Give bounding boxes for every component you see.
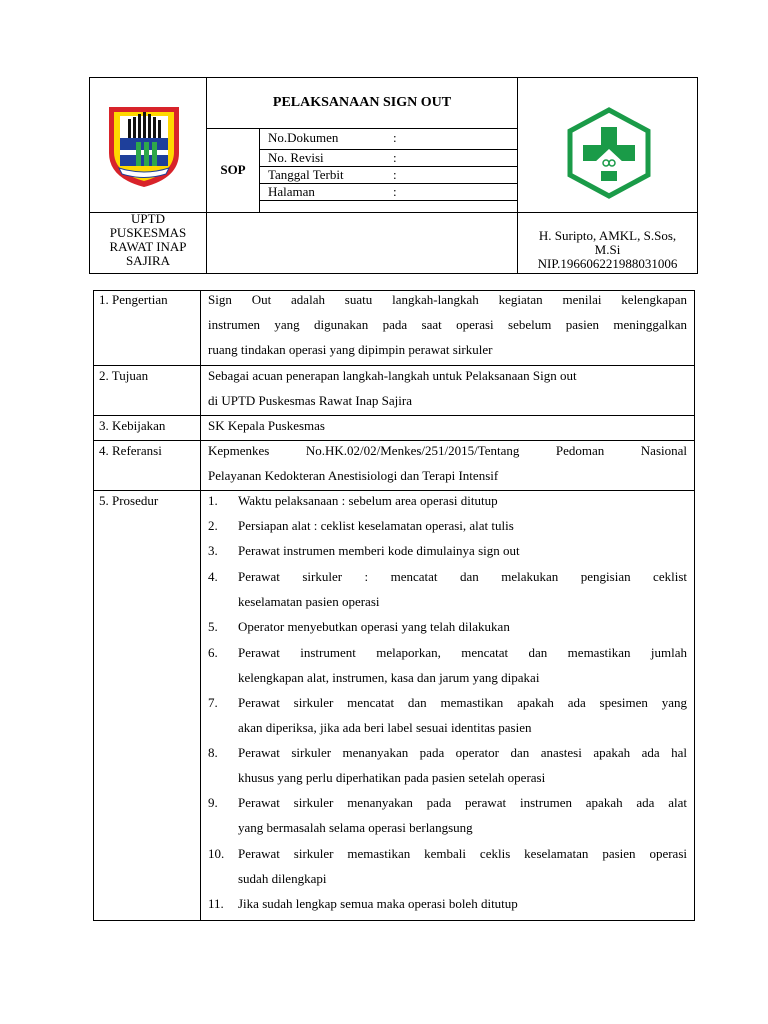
section-label-kebijakan: 3. Kebijakan xyxy=(99,418,166,433)
step-line: keselamatan pasien operasi xyxy=(238,594,380,609)
step-number: 7. xyxy=(208,695,218,710)
section-label-pengertian: 1. Pengertian xyxy=(99,292,168,307)
step-line: Operator menyebutkan operasi yang telah dilakukan xyxy=(238,619,510,634)
step-number: 6. xyxy=(208,645,218,660)
pengertian-line-3: ruang tindakan operasi yang dipimpin perawat sirkuler xyxy=(208,342,493,357)
step-line: khusus yang perlu diperhatikan pada pasien setelah operasi xyxy=(238,770,546,785)
signer-nip: NIP.196606221988031006 xyxy=(537,256,678,271)
field-value-no-revisi: : xyxy=(393,150,397,165)
step-number: 3. xyxy=(208,543,218,558)
section-label-referansi: 4. Referansi xyxy=(99,443,162,458)
step-line: Persiapan alat : ceklist keselamatan operasi, alat tulis xyxy=(238,518,514,533)
step-number: 4. xyxy=(208,569,218,584)
section-label-prosedur: 5. Prosedur xyxy=(99,493,159,508)
step-line: Perawat instrument melaporkan, mencatat dan memastikan jumlah xyxy=(238,645,687,660)
step-line: Perawat instrumen memberi kode dimulainya sign out xyxy=(238,543,520,558)
document-title: PELAKSANAAN SIGN OUT xyxy=(272,95,452,110)
step-line: yang bermasalah selama operasi berlangsung xyxy=(238,820,473,835)
unit-name-line-2: PUSKESMAS xyxy=(109,225,187,240)
step-number: 2. xyxy=(208,518,218,533)
signer-line-1: H. Suripto, AMKL, S.Sos, xyxy=(538,228,677,243)
step-line: Waktu pelaksanaan : sebelum area operasi ditutup xyxy=(238,493,498,508)
unit-name-line-1: UPTD xyxy=(131,211,165,226)
step-line: Perawat sirkuler menanyakan pada perawat instrumen apakah ada alat xyxy=(238,795,687,810)
field-label-halaman: Halaman xyxy=(268,184,315,199)
signer-line-2: M.Si xyxy=(594,242,621,257)
unit-name-line-4: SAJIRA xyxy=(125,253,171,268)
field-value-tanggal-terbit: : xyxy=(393,167,397,182)
step-line: sudah dilengkapi xyxy=(238,871,327,886)
regional-emblem-icon xyxy=(106,103,182,189)
step-line: Perawat sirkuler menanyakan pada operator dan anastesi apakah ada hal xyxy=(238,745,687,760)
sop-label: SOP xyxy=(220,162,246,177)
field-value-no-dokumen: : xyxy=(393,130,397,145)
kebijakan-line-1: SK Kepala Puskesmas xyxy=(208,418,325,433)
step-number: 5. xyxy=(208,619,218,634)
step-line: Jika sudah lengkap semua maka operasi boleh ditutup xyxy=(238,896,518,911)
step-line: akan diperiksa, jika ada beri label sesuai identitas pasien xyxy=(238,720,532,735)
step-number: 1. xyxy=(208,493,218,508)
referansi-line-2: Pelayanan Kedokteran Anestisiologi dan Terapi Intensif xyxy=(208,468,499,483)
section-label-tujuan: 2. Tujuan xyxy=(99,368,149,383)
field-label-no-revisi: No. Revisi xyxy=(268,150,324,165)
step-number: 11. xyxy=(208,896,224,911)
step-line: Perawat sirkuler : mencatat dan melakukan pengisian ceklist xyxy=(238,569,687,584)
pengertian-line-1: Sign Out adalah suatu langkah-langkah kegiatan menilai kelengkapan xyxy=(208,292,687,307)
step-number: 10. xyxy=(208,846,225,861)
step-number: 8. xyxy=(208,745,218,760)
tujuan-line-1: Sebagai acuan penerapan langkah-langkah untuk Pelaksanaan Sign out xyxy=(208,368,577,383)
field-label-tanggal-terbit: Tanggal Terbit xyxy=(268,167,344,182)
step-line: kelengkapan alat, instrumen, kasa dan jarum yang dipakai xyxy=(238,670,540,685)
step-number: 9. xyxy=(208,795,218,810)
unit-name-line-3: RAWAT INAP xyxy=(109,239,187,254)
tujuan-line-2: di UPTD Puskesmas Rawat Inap Sajira xyxy=(208,393,413,408)
puskesmas-logo-icon xyxy=(566,107,652,199)
referansi-line-1: Kepmenkes No.HK.02/02/Menkes/251/2015/Tentang Pedoman Nasional xyxy=(208,443,687,458)
field-label-no-dokumen: No.Dokumen xyxy=(268,130,339,145)
step-line: Perawat sirkuler memastikan kembali ceklis keselamatan pasien operasi xyxy=(238,846,687,861)
step-line: Perawat sirkuler mencatat dan memastikan apakah ada spesimen yang xyxy=(238,695,687,710)
pengertian-line-2: instrumen yang digunakan pada saat operasi sebelum pasien meninggalkan xyxy=(208,317,687,332)
field-value-halaman: : xyxy=(393,184,397,199)
